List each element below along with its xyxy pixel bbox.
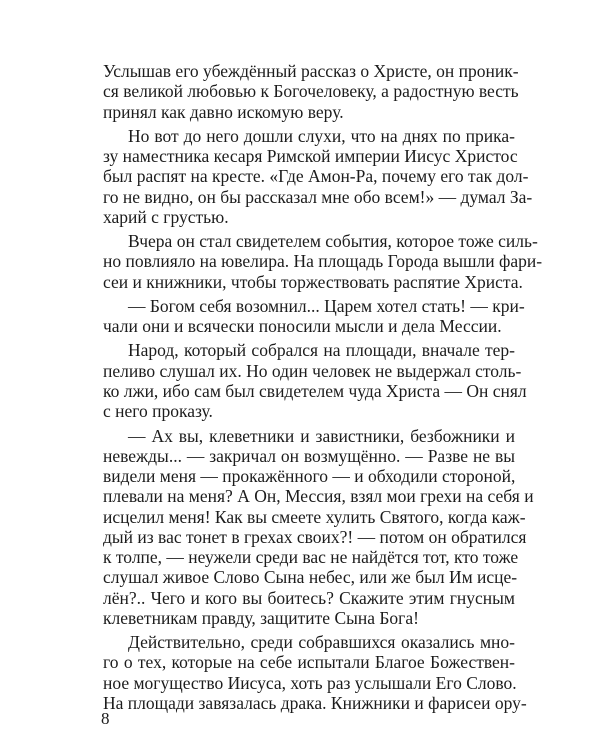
text-line: сеи и книжники, чтобы торжествовать распятие Христа. xyxy=(103,272,523,292)
text-line: Вчера он стал свидетелем события, которое тоже силь- xyxy=(128,231,538,251)
text-line: дый из вас тонет в грехах своих?! — потом он обратился xyxy=(103,527,527,547)
text-line: ко лжи, ибо сам был свидетелем чуда Христа — Он снял xyxy=(103,381,527,401)
text-line: исцелил меня! Как вы смеете хулить Святого, когда каж- xyxy=(103,507,526,527)
text-line: ся великой любовью к Богочеловеку, а радостную весть xyxy=(103,81,519,101)
text-line: слушал живое Слово Сына небес, или же был Им исце- xyxy=(103,567,518,587)
text-line: Действительно, среди собравшихся оказались мно- xyxy=(128,632,515,652)
text-line: лён?.. Чего и кого вы боитесь? Скажите этим гнусным xyxy=(103,588,515,608)
text-line: ное могущество Иисуса, хоть раз услышали Его Слово. xyxy=(103,673,517,693)
text-line: Народ, который собрался на площади, вначале тер- xyxy=(128,340,515,360)
text-line: чали они и всячески поносили мысли и дела Мессии. xyxy=(103,316,502,336)
text-line: Но вот до него дошли слухи, что на днях по прика- xyxy=(128,126,515,146)
text-line: к толпе, — неужели среди вас не найдётся тот, кто тоже xyxy=(103,547,519,567)
page-number: 8 xyxy=(101,709,110,728)
text-line: невежды... — закричал он возмущённо. — Разве не вы xyxy=(103,446,515,466)
text-line: — Богом себя возомнил... Царем хотел стать! — кри- xyxy=(128,296,525,316)
text-line: принял как давно искомую веру. xyxy=(103,102,344,122)
text-line: На площади завязалась драка. Книжники и фарисеи ору- xyxy=(103,693,527,713)
text-line: видели меня — прокажённого — и обходили стороной, xyxy=(103,466,516,486)
text-line: го не видно, он бы рассказал мне обо всем!» — думал За- xyxy=(103,187,533,207)
text-line: но повлияло на ювелира. На площадь Города вышли фари- xyxy=(103,251,543,271)
text-line: плевали на меня? А Он, Мессия, взял мои грехи на себя и xyxy=(103,486,534,506)
text-line: был распят на кресте. «Где Амон-Ра, почему его так дол- xyxy=(103,166,529,186)
text-line: с него проказу. xyxy=(103,401,213,421)
text-line: го о тех, которые на себе испытали Благое Божествен- xyxy=(103,652,515,672)
text-line: пеливо слушал их. Но один человек не выдержал столь- xyxy=(103,361,522,381)
text-line: зу наместника кесаря Римской империи Иисус Христос xyxy=(103,146,518,166)
text-line: харий с грустью. xyxy=(103,207,229,227)
text-line: — Ах вы, клеветники и завистники, безбожники и xyxy=(128,426,515,446)
text-line: клеветникам правду, защитите Сына Бога! xyxy=(103,608,419,628)
text-line: Услышав его убеждённый рассказ о Христе, он проник- xyxy=(103,61,519,81)
